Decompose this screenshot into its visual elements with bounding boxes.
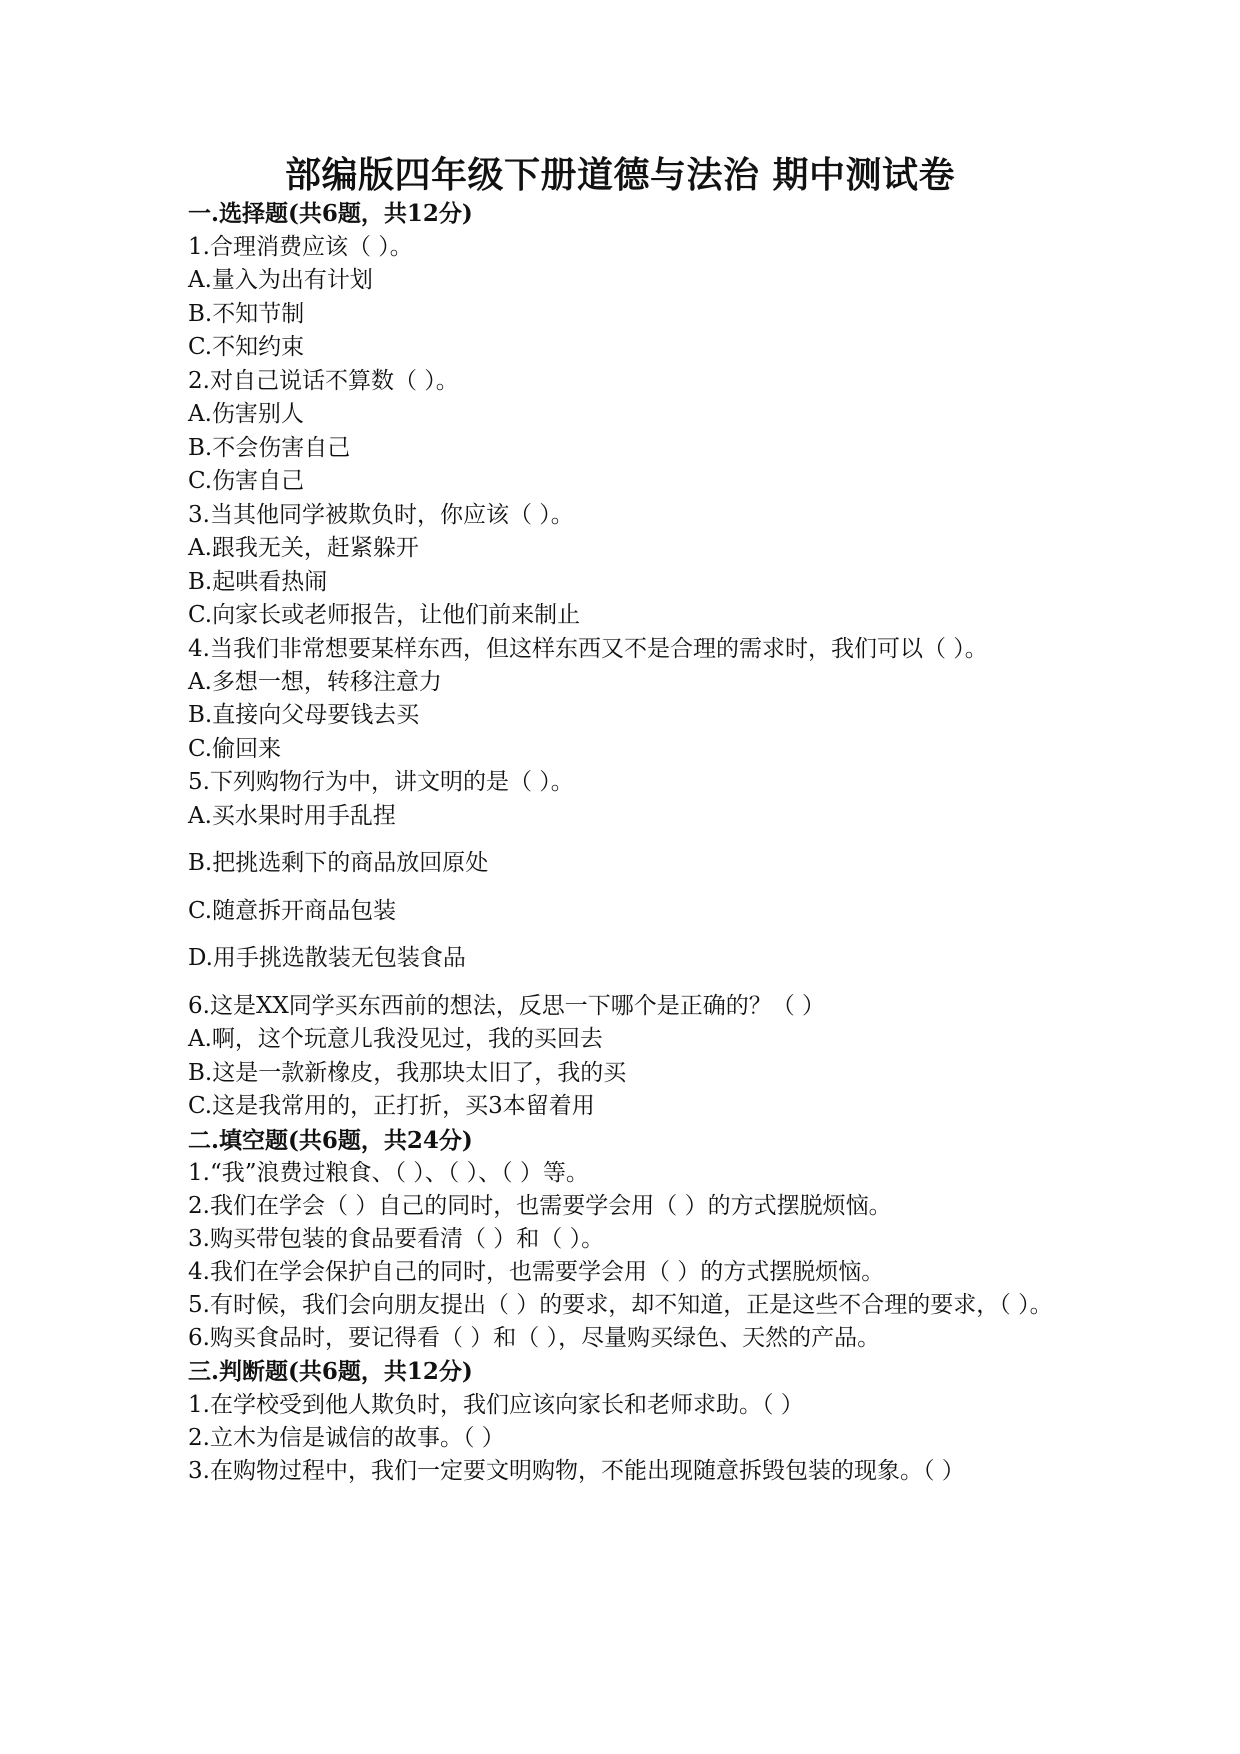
choice-q2-option-a: A.伤害别人 bbox=[188, 401, 304, 427]
fill-q3: 3.购买带包装的食品要看清（ ）和（ ）。 bbox=[188, 1226, 605, 1252]
fill-q4: 4.我们在学会保护自己的同时，也需要学会用（ ）的方式摆脱烦恼。 bbox=[188, 1259, 885, 1285]
choice-q1-option-c: C.不知约束 bbox=[188, 334, 305, 360]
choice-q6-stem: 6.这是XX同学买东西前的想法，反思一下哪个是正确的？（ ） bbox=[188, 992, 826, 1019]
choice-q3-option-b: B.起哄看热闹 bbox=[188, 568, 328, 595]
judge-q1: 1.在学校受到他人欺负时，我们应该向家长和老师求助。（ ） bbox=[188, 1391, 804, 1418]
choice-q4-option-b: B.直接向父母要钱去买 bbox=[188, 702, 420, 728]
section-fill-heading: 二.填空题(共6题，共24分) bbox=[188, 1126, 473, 1154]
choice-q6-option-c: C.这是我常用的，正打折，买3本留着用 bbox=[188, 1093, 595, 1119]
choice-q2-stem: 2.对自己说话不算数（ ）。 bbox=[188, 367, 459, 394]
choice-q1-option-a: A.量入为出有计划 bbox=[188, 267, 373, 293]
choice-q3-stem: 3.当其他同学被欺负时，你应该（ ）。 bbox=[188, 501, 574, 528]
fill-q1: 1.“我”浪费过粮食、（ ）、（ ）、（ ）等。 bbox=[188, 1160, 589, 1186]
section-choice-heading: 一.选择题(共6题，共12分) bbox=[188, 200, 473, 227]
choice-q5-option-c: C.随意拆开商品包装 bbox=[188, 897, 397, 924]
fill-q2: 2.我们在学会（ ）自己的同时，也需要学会用（ ）的方式摆脱烦恼。 bbox=[188, 1193, 892, 1219]
exam-title: 部编版四年级下册道德与法治 期中测试卷 bbox=[284, 154, 956, 196]
judge-q2: 2.立木为信是诚信的故事。（ ） bbox=[188, 1424, 505, 1451]
choice-q1-stem: 1.合理消费应该（ ）。 bbox=[188, 233, 413, 260]
exam-content bbox=[188, 197, 1058, 1488]
choice-q3-option-a: A.跟我无关，赶紧躲开 bbox=[188, 535, 419, 561]
fill-q6: 6.购买食品时，要记得看（ ）和（ ），尽量购买绿色、天然的产品。 bbox=[188, 1325, 881, 1351]
choice-q2-option-b: B.不会伤害自己 bbox=[188, 434, 351, 461]
choice-q4-stem: 4.当我们非常想要某样东西，但这样东西又不是合理的需求时，我们可以（ ）。 bbox=[188, 635, 988, 662]
choice-q1-option-b: B.不知节制 bbox=[188, 300, 305, 327]
choice-q2-option-c: C.伤害自己 bbox=[188, 468, 305, 494]
choice-q5-stem: 5.下列购物行为中，讲文明的是（ ）。 bbox=[188, 769, 574, 795]
choice-q5-option-b: B.把挑选剩下的商品放回原处 bbox=[188, 850, 489, 876]
choice-q5-option-d: D.用手挑选散装无包装食品 bbox=[188, 945, 466, 971]
choice-q3-option-c: C.向家长或老师报告，让他们前来制止 bbox=[188, 602, 581, 628]
choice-q6-option-b: B.这是一款新橡皮，我那块太旧了，我的买 bbox=[188, 1059, 627, 1086]
choice-q6-option-a: A.啊，这个玩意儿我没见过，我的买回去 bbox=[188, 1026, 603, 1052]
judge-q3: 3.在购物过程中，我们一定要文明购物，不能出现随意拆毁包装的现象。（ ） bbox=[188, 1457, 965, 1484]
choice-q4-option-c: C.偷回来 bbox=[188, 735, 282, 762]
fill-q5: 5.有时候，我们会向朋友提出（ ）的要求，却不知道，正是这些不合理的要求，（ ）。 bbox=[188, 1292, 1053, 1318]
choice-q4-option-a: A.多想一想，转移注意力 bbox=[188, 668, 442, 695]
section-judge-heading: 三.判断题(共6题，共12分) bbox=[188, 1358, 473, 1385]
choice-q5-option-a: A.买水果时用手乱捏 bbox=[188, 802, 396, 829]
